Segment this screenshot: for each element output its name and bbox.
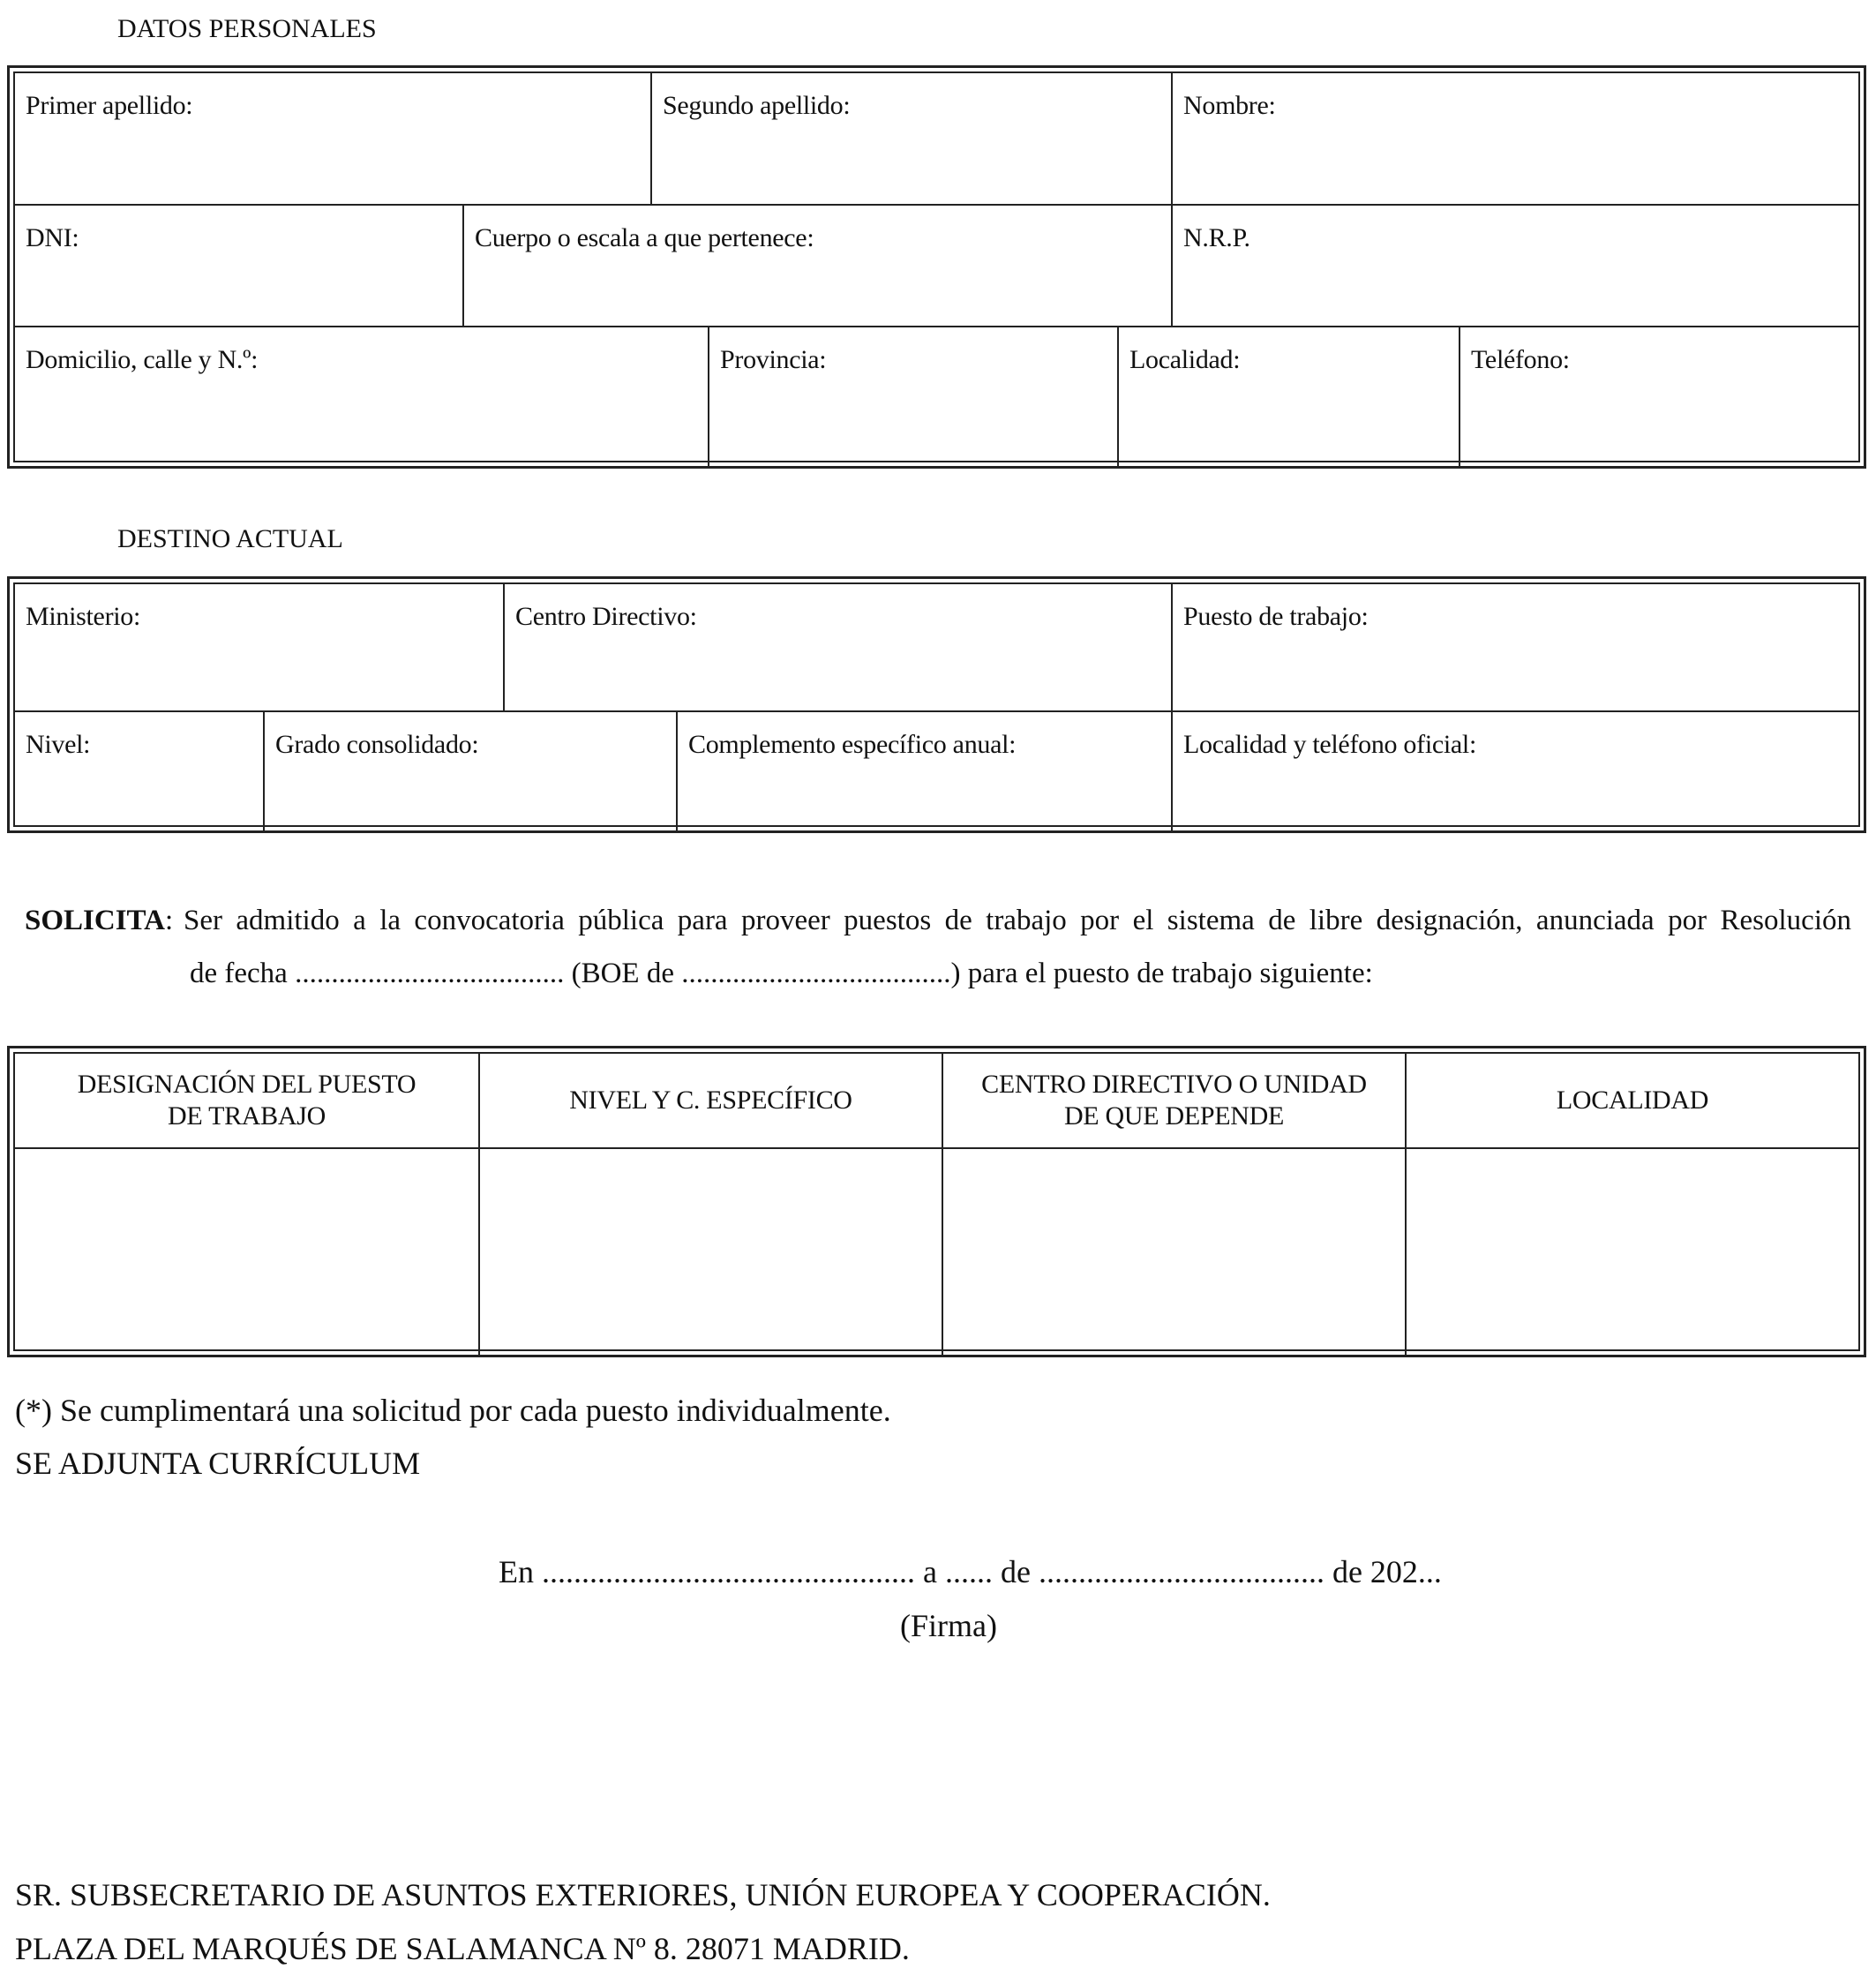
cell-designacion-puesto[interactable] [15,1149,478,1356]
header-centro-line-1: CENTRO DIRECTIVO O UNIDAD [981,1070,1367,1099]
field-puesto-trabajo[interactable]: Puesto de trabajo: [1171,584,1858,710]
puesto-table [7,1046,1866,1357]
header-designacion-line-1: DESIGNACIÓN DEL PUESTO [77,1070,416,1099]
field-nombre[interactable]: Nombre: [1171,73,1858,204]
datos-personales-row-1 [15,73,1858,204]
field-segundo-apellido[interactable]: Segundo apellido: [650,73,1171,204]
destino-actual-table [7,576,1866,833]
field-grado-consolidado[interactable]: Grado consolidado: [263,712,676,832]
destino-actual-row-1 [15,584,1858,710]
field-complemento-especifico[interactable]: Complemento específico anual: [676,712,1171,832]
cell-nivel-especifico[interactable] [478,1149,942,1356]
note-solicitud-individual: (*) Se cumplimentará una solicitud por cada puesto individualmente. [15,1393,891,1428]
field-cuerpo-escala[interactable]: Cuerpo o escala a que pertenece: [462,206,1171,327]
header-nivel-line-1: NIVEL Y C. ESPECÍFICO [569,1086,852,1115]
field-telefono[interactable]: Teléfono: [1459,327,1858,468]
puesto-table-header-row [15,1054,1858,1147]
cell-localidad[interactable] [1405,1149,1858,1356]
header-centro-directivo [942,1054,1405,1147]
header-localidad-line-1: LOCALIDAD [1556,1086,1709,1115]
field-domicilio[interactable]: Domicilio, calle y N.º: [26,345,259,374]
solicita-text-line-2: de fecha ..................................... (BOE de .....................................) para el puesto de trabajo siguiente: [190,958,1373,989]
field-primer-apellido[interactable]: Primer apellido: [26,91,193,120]
header-designacion-line-2: DE TRABAJO [168,1101,326,1131]
solicita-line-1 [25,894,1851,947]
field-localidad-telefono-oficial[interactable]: Localidad y teléfono oficial: [1171,712,1858,832]
field-localidad[interactable]: Localidad: [1117,327,1459,468]
solicita-text-line-1: Ser admitido a la convocatoria pública para proveer puestos de trabajo por el sistema de libre designación, anunciada por Resolución [184,905,1851,936]
header-nivel-especifico [478,1054,942,1147]
datos-personales-table [7,65,1866,469]
solicita-colon: : [164,905,174,936]
header-centro-line-2: DE QUE DEPENDE [1063,1101,1285,1131]
firma-label: (Firma) [900,1608,997,1643]
field-nrp[interactable]: N.R.P. [1171,206,1858,327]
header-designacion-puesto [15,1054,478,1147]
datos-personales-row-2 [15,204,1858,327]
field-nivel[interactable]: Nivel: [26,730,91,759]
solicita-label-wrap [25,894,173,947]
field-ministerio[interactable]: Ministerio: [26,602,141,631]
field-provincia[interactable]: Provincia: [708,327,1117,468]
solicita-label: SOLICITA [25,905,165,936]
destinatario-line-2: PLAZA DEL MARQUÉS DE SALAMANCA Nº 8. 28071 MADRID. [15,1931,910,1966]
section-title-datos-personales: DATOS PERSONALES [117,14,377,43]
header-localidad [1405,1054,1858,1147]
solicita-paragraph [25,894,1851,1000]
lugar-fecha-line: En ............................................... a ...... de .................................... de 202... [499,1554,1442,1589]
puesto-table-body-row [15,1147,1858,1356]
field-dni[interactable]: DNI: [26,223,79,252]
cell-centro-directivo[interactable] [942,1149,1405,1356]
datos-personales-row-3 [15,326,1858,468]
note-adjunta-curriculum: SE ADJUNTA CURRÍCULUM [15,1446,421,1481]
section-title-destino-actual: DESTINO ACTUAL [117,524,343,553]
destinatario-line-1: SR. SUBSECRETARIO DE ASUNTOS EXTERIORES, UNIÓN EUROPEA Y COOPERACIÓN. [15,1877,1271,1912]
field-centro-directivo[interactable]: Centro Directivo: [503,584,1171,710]
destino-actual-row-2 [15,710,1858,832]
